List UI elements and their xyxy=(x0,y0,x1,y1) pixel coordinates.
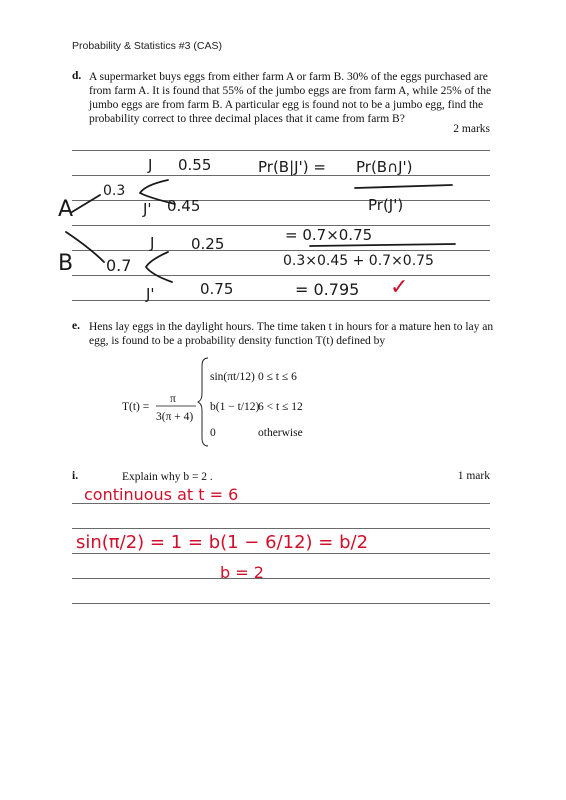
question-ei-prompt: Explain why b = 2 . xyxy=(122,471,213,483)
pdf-case1-cond: 0 ≤ t ≤ 6 xyxy=(258,371,297,383)
bayes-numerator: Pr(B∩J') xyxy=(356,158,413,176)
question-e-line: egg, is found to be a probability density function T(t) defined by xyxy=(89,335,386,347)
question-d-marks: 2 marks xyxy=(453,123,490,135)
tree-a-notjumbo-prob: 0.45 xyxy=(167,197,201,215)
step-denominator: 0.3×0.45 + 0.7×0.75 xyxy=(283,253,434,269)
tree-b-notjumbo: J' xyxy=(146,285,155,303)
pdf-case3-cond: otherwise xyxy=(258,427,303,439)
answer-ei-line3: b = 2 xyxy=(220,563,264,582)
answer-ei-line2: sin(π/2) = 1 = b(1 − 6/12) = b/2 xyxy=(76,532,369,553)
bayes-denominator: Pr(J') xyxy=(368,196,404,214)
result: = 0.795 xyxy=(295,280,360,299)
pdf-coef-num: π xyxy=(170,393,176,405)
pdf-case3-expr: 0 xyxy=(210,427,216,439)
question-e-label: e. xyxy=(72,320,80,332)
tree-a-jumbo: J xyxy=(148,156,153,174)
question-e-line: Hens lay eggs in the daylight hours. The time taken t in hours for a mature hen to lay an xyxy=(89,321,494,333)
tree-b-jumbo-prob: 0.25 xyxy=(191,235,225,253)
tree-b-jumbo: J xyxy=(150,234,155,252)
tree-a-jumbo-prob: 0.55 xyxy=(178,156,212,174)
tree-b-notjumbo-prob: 0.75 xyxy=(200,280,234,298)
bayes-lhs: Pr(B|J') = xyxy=(258,158,326,176)
question-d-line: A supermarket buys eggs from either farm A or farm B. 30% of the eggs purchased are xyxy=(89,71,488,83)
question-d-line: jumbo eggs are from farm B. A particular egg is found not to be a jumbo egg, find the xyxy=(89,99,484,111)
step-numerator: = 0.7×0.75 xyxy=(285,226,373,244)
pdf-case1-expr: sin(πt/12) xyxy=(210,371,255,383)
tree-root-b: B xyxy=(58,251,74,276)
pdf-case2-cond: 6 < t ≤ 12 xyxy=(258,401,303,413)
question-d-label: d. xyxy=(72,70,82,82)
pdf-case2-expr: b(1 − t/12) xyxy=(210,401,260,413)
pdf-coef-den: 3(π + 4) xyxy=(156,411,194,423)
question-ei-label: i. xyxy=(72,470,79,482)
question-d-line: from farm A. It is found that 55% of the jumbo eggs are from farm A, while 25% of the xyxy=(89,85,492,97)
tree-a-notjumbo: J' xyxy=(143,200,152,218)
tree-prob-a: 0.3 xyxy=(103,183,126,199)
tree-prob-b: 0.7 xyxy=(106,256,132,275)
question-ei-marks: 1 mark xyxy=(457,470,490,482)
answer-ei-line1: continuous at t = 6 xyxy=(84,485,239,504)
tick-mark: ✓ xyxy=(390,275,409,300)
question-d-line: probability correct to three decimal places that it came from farm B? xyxy=(89,113,405,125)
pdf-lhs: T(t) = xyxy=(122,401,150,413)
page-header: Probability & Statistics #3 (CAS) xyxy=(72,40,222,52)
tree-root-a: A xyxy=(58,197,74,222)
